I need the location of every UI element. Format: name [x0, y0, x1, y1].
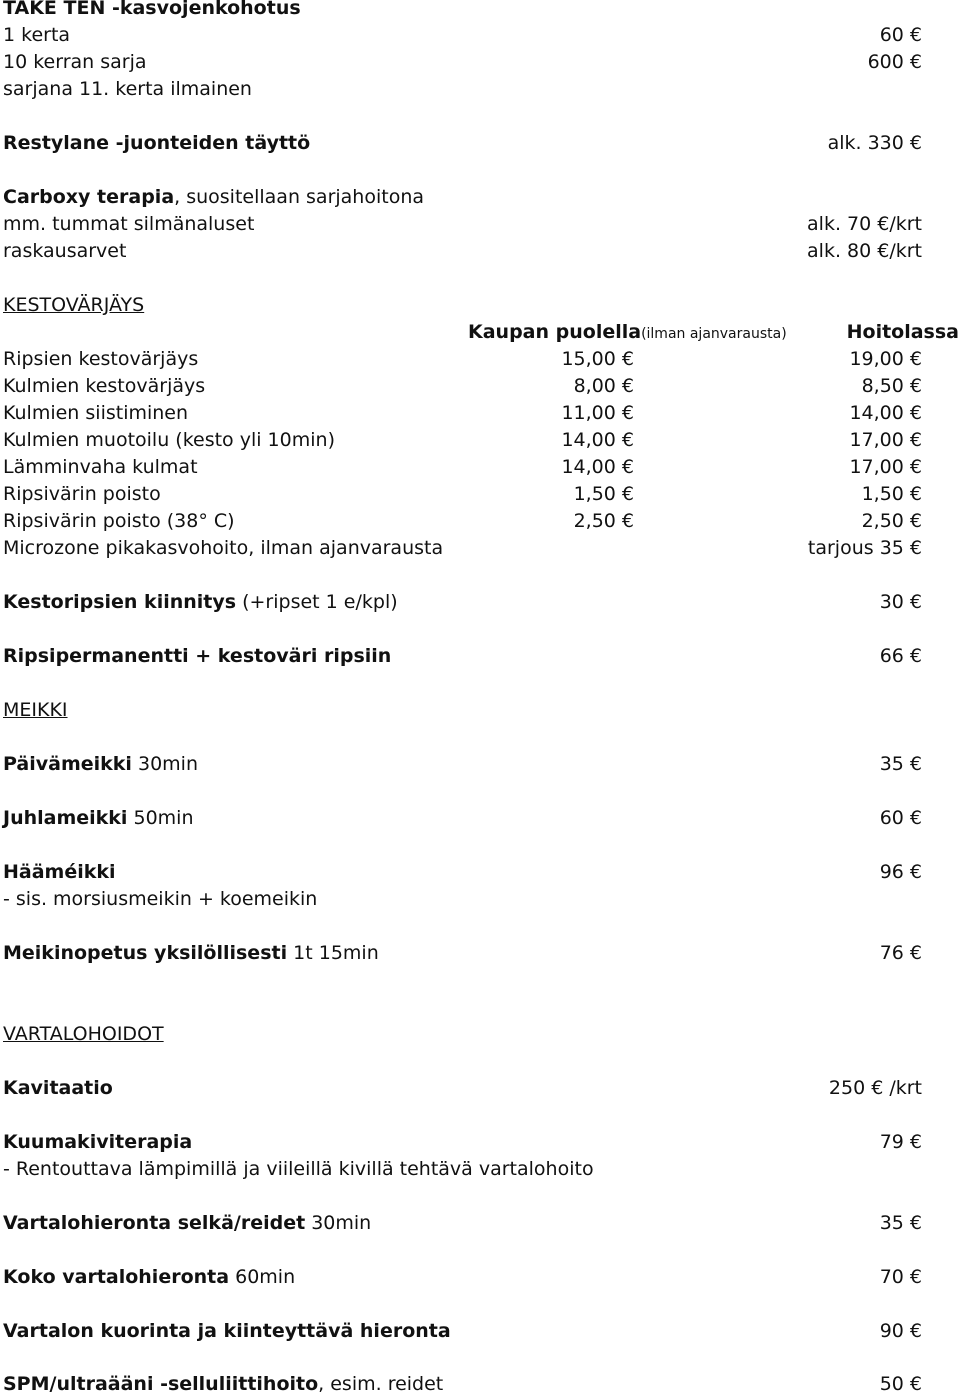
juhlameikki-label [3, 805, 193, 832]
kv-row-1-label: Ripsien kestovärjäys [3, 348, 199, 370]
paivameikki-price: 35 € [879, 753, 922, 775]
microzone-label: Microzone pikakasvohoito, ilman ajanvarausta [3, 537, 444, 559]
kv-row-2-salon: 8,50 € [861, 375, 922, 397]
take-ten-row-2-label: 10 kerran sarja [3, 51, 147, 73]
carboxy-row-1-price: alk. 70 €/krt [807, 213, 922, 235]
kestoripsien-bold: Kestoripsien kiinnitys [3, 591, 237, 613]
haameikki-note: - sis. morsiusmeikin + koemeikin [3, 888, 318, 910]
koko-price: 70 € [879, 1266, 922, 1288]
ripsipermanentti-label: Ripsipermanentti + kestoväri ripsiin [3, 645, 392, 667]
take-ten-row-3-label: sarjana 11. kerta ilmainen [3, 78, 252, 100]
kuumakivi-note: - Rentouttava lämpimillä ja viileillä kivillä tehtävä vartalohoito [3, 1158, 594, 1180]
kuorinta-label: Vartalon kuorinta ja kiinteyttävä hieronta [3, 1320, 451, 1342]
haameikki-label: Hääméikki [3, 861, 116, 883]
selka-price: 35 € [879, 1212, 922, 1234]
paivameikki-label [3, 751, 198, 778]
carboxy-title-bold: Carboxy terapia [3, 186, 175, 208]
meikinopetus-label [3, 940, 379, 967]
selka-bold: Vartalohieronta selkä/reidet [3, 1212, 306, 1234]
kv-row-5-shop: 14,00 € [561, 456, 634, 478]
kavitaatio-label: Kavitaatio [3, 1077, 113, 1099]
microzone-price: tarjous 35 € [807, 537, 922, 559]
carboxy-row-1-label: mm. tummat silmänaluset [3, 213, 255, 235]
ripsipermanentti-price: 66 € [879, 645, 922, 667]
kv-row-2-label: Kulmien kestovärjäys [3, 375, 206, 397]
vartalohoidot-heading: VARTALOHOIDOT [3, 1023, 164, 1045]
kv-row-3-salon: 14,00 € [849, 402, 922, 424]
juhlameikki-bold: Juhlameikki [3, 807, 128, 829]
kv-row-6-shop: 1,50 € [573, 483, 634, 505]
kv-row-1-salon: 19,00 € [849, 348, 922, 370]
kv-row-2-shop: 8,00 € [573, 375, 634, 397]
col-shop-header [468, 319, 787, 346]
carboxy-row-2-price: alk. 80 €/krt [807, 240, 922, 262]
kavitaatio-price: 250 € /krt [828, 1077, 922, 1099]
kestoripsien-rest: (+ripset 1 e/kpl) [236, 591, 398, 613]
kuorinta-price: 90 € [879, 1320, 922, 1342]
kv-row-5-salon: 17,00 € [849, 456, 922, 478]
juhlameikki-price: 60 € [879, 807, 922, 829]
kv-row-3-shop: 11,00 € [561, 402, 634, 424]
take-ten-row-2-price: 600 € [867, 51, 922, 73]
kv-row-7-label: Ripsivärin poisto (38° C) [3, 510, 235, 532]
carboxy-title [3, 184, 424, 211]
koko-rest: 60min [229, 1266, 296, 1288]
col-salon-header: Hoitolassa [846, 321, 959, 343]
spm-price: 50 € [879, 1373, 922, 1395]
kv-row-1-shop: 15,00 € [561, 348, 634, 370]
kuumakivi-label: Kuumakiviterapia [3, 1131, 193, 1153]
col-shop-note: (ilman ajanvarausta) [641, 326, 787, 342]
col-shop-label: Kaupan puolella [468, 321, 642, 343]
kestovarjays-heading: KESTOVÄRJÄYS [3, 294, 145, 316]
kv-row-7-shop: 2,50 € [573, 510, 634, 532]
kv-row-6-label: Ripsivärin poisto [3, 483, 161, 505]
meikinopetus-price: 76 € [879, 942, 922, 964]
kv-row-7-salon: 2,50 € [861, 510, 922, 532]
meikinopetus-bold: Meikinopetus yksilöllisesti [3, 942, 288, 964]
take-ten-row-1-price: 60 € [879, 24, 922, 46]
kv-row-4-label: Kulmien muotoilu (kesto yli 10min) [3, 429, 335, 451]
meikki-heading: MEIKKI [3, 699, 68, 721]
take-ten-title: TAKE TEN -kasvojenkohotus [3, 0, 301, 19]
selka-rest: 30min [305, 1212, 372, 1234]
kv-row-4-shop: 14,00 € [561, 429, 634, 451]
koko-bold: Koko vartalohieronta [3, 1266, 230, 1288]
kuumakivi-price: 79 € [879, 1131, 922, 1153]
koko-label [3, 1264, 295, 1291]
kv-row-4-salon: 17,00 € [849, 429, 922, 451]
kv-row-3-label: Kulmien siistiminen [3, 402, 189, 424]
spm-label [3, 1371, 443, 1398]
kv-row-5-label: Lämminvaha kulmat [3, 456, 198, 478]
carboxy-row-2-label: raskausarvet [3, 240, 127, 262]
paivameikki-bold: Päivämeikki [3, 753, 132, 775]
kestoripsien-label [3, 589, 398, 616]
restylane-price: alk. 330 € [827, 132, 922, 154]
spm-rest: , esim. reidet [318, 1373, 444, 1395]
meikinopetus-rest: 1t 15min [287, 942, 379, 964]
paivameikki-rest: 30min [131, 753, 198, 775]
take-ten-row-1-label: 1 kerta [3, 24, 71, 46]
restylane-label: Restylane -juonteiden täyttö [3, 132, 311, 154]
kestoripsien-price: 30 € [879, 591, 922, 613]
selka-label [3, 1210, 371, 1237]
haameikki-price: 96 € [879, 861, 922, 883]
carboxy-title-rest: , suositellaan sarjahoitona [174, 186, 425, 208]
spm-bold: SPM/ultraääni -selluliittihoito [3, 1373, 319, 1395]
kv-row-6-salon: 1,50 € [861, 483, 922, 505]
juhlameikki-rest: 50min [127, 807, 194, 829]
